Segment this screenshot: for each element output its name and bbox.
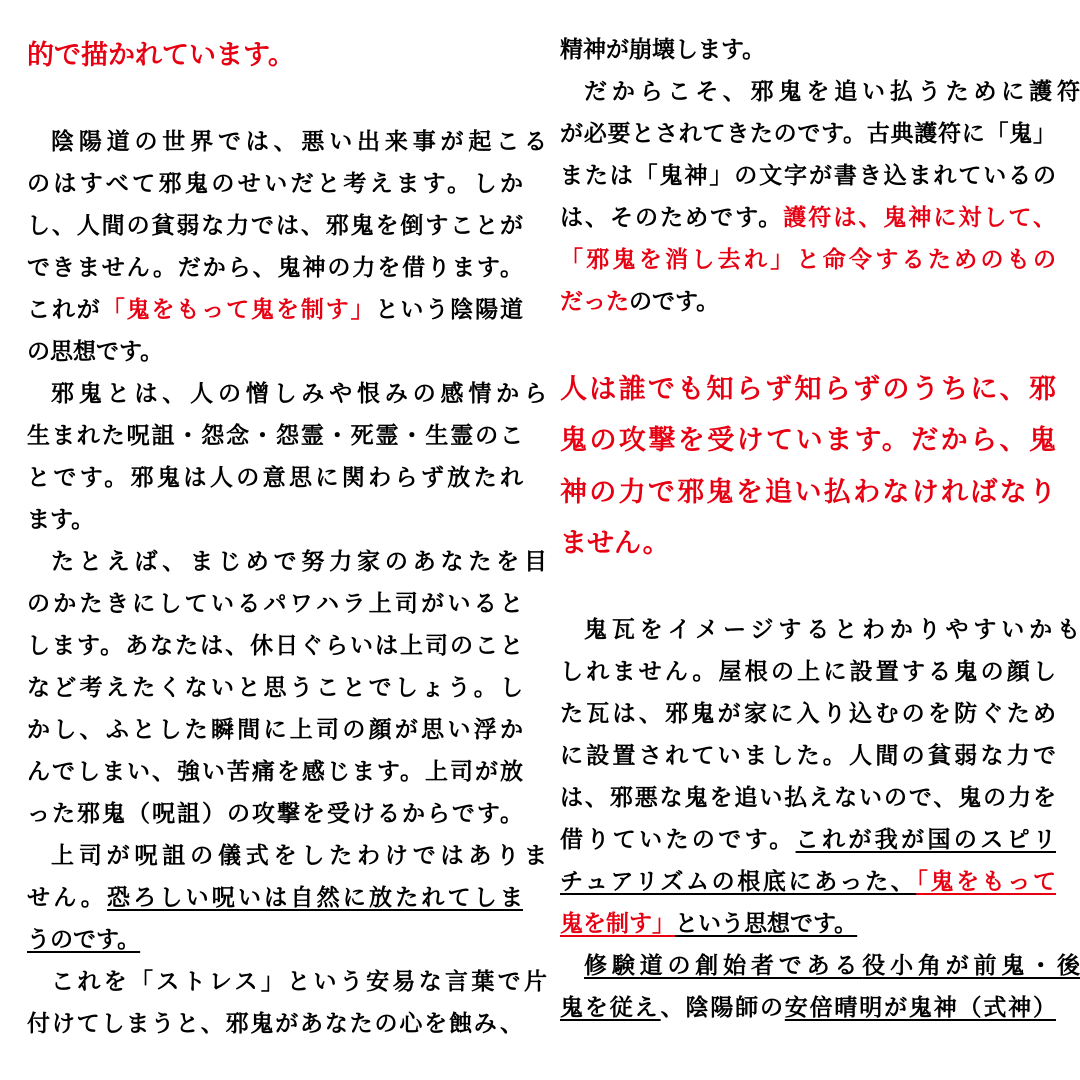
text-line: 付けてしまうと、邪鬼があなたの心を蝕み、: [27, 1011, 523, 1037]
text-line: [560, 952, 1080, 980]
left-heading: 的で描かれています。: [27, 40, 295, 71]
text-line: 生まれた呪詛・怨念・怨霊・死霊・生霊のこ: [27, 423, 523, 449]
text-line: [560, 204, 1056, 232]
text-run: せん。: [27, 885, 107, 911]
text-line: 鬼瓦をイメージするとわかりやすいかも: [584, 617, 1080, 643]
highlight-underlined-text: 鬼を制す」: [560, 911, 675, 937]
text-line: しれません。屋根の上に設置する鬼の顔し: [560, 659, 1056, 685]
highlight-underlined-text: 「鬼をもって: [916, 869, 1057, 895]
text-line: た瓦は、邪鬼が家に入り込むのを防ぐため: [560, 701, 1056, 727]
underlined-text: うのです。: [27, 927, 141, 953]
callout-line: 神の力で邪鬼を追い払わなければなり: [560, 477, 1056, 508]
underlined-text: 安倍晴明が鬼神（式神）: [784, 995, 1056, 1021]
underlined-text: 修験道の創始者である: [584, 953, 863, 979]
text-line: んでしまい、強い苦痛を感じます。上司が放: [27, 759, 523, 785]
highlight-text: だった: [560, 289, 629, 315]
underlined-text: チュアリズムの根底にあった、: [560, 869, 917, 895]
text-run: 借りていたのです。: [560, 827, 796, 853]
text-line: ます。: [27, 507, 95, 533]
text-line: の思想です。: [27, 339, 164, 365]
text-line: 邪鬼とは、人の憎しみや恨みの感情から: [51, 381, 547, 407]
text-line: できません。だから、鬼神の力を借ります。: [27, 255, 523, 281]
text-line: [560, 826, 1056, 854]
underlined-text: これが我が国のスピリ: [795, 827, 1056, 853]
text-line: 精神が崩壊します。: [560, 37, 766, 63]
callout-line: ません。: [560, 528, 670, 559]
text-line: [560, 288, 719, 316]
text-line: に設置されていました。人間の貧弱な力で: [560, 743, 1056, 769]
text-line: [27, 926, 140, 954]
text-line: [27, 884, 523, 912]
text-line: だからこそ、邪鬼を追い払うために護符: [584, 79, 1080, 105]
underlined-text: 鬼を従え: [560, 995, 661, 1021]
text-line: った邪鬼（呪詛）の攻撃を受けるからです。: [27, 801, 523, 827]
callout-line: 人は誰でも知らず知らずのうちに、邪: [560, 374, 1056, 405]
callout-line: 鬼の攻撃を受けています。だから、鬼: [560, 425, 1056, 456]
text-line: 上司が呪詛の儀式をしたわけではありま: [51, 843, 547, 869]
text-line: たとえば、まじめで努力家のあなたを目: [51, 549, 547, 575]
text-line: または「鬼神」の文字が書き込まれているの: [560, 163, 1056, 189]
text-line: とです。邪鬼は人の意思に関わらず放たれ: [27, 465, 523, 491]
underlined-text: という思想です。: [675, 911, 858, 937]
text-line: など考えたくないと思うことでしょう。し: [27, 675, 523, 701]
underlined-text: 恐ろしい呪いは自然に放たれてしま: [106, 885, 523, 911]
highlight-line: 「邪鬼を消し去れ」と命令するためのもの: [560, 247, 1056, 273]
text-line: かし、ふとした瞬間に上司の顔が思い浮か: [27, 717, 523, 743]
text-line: [27, 296, 523, 324]
text-run: のです。: [629, 289, 720, 315]
highlight-text: 護符は、鬼神に対して、: [783, 205, 1056, 231]
text-run: という陰陽道: [375, 297, 524, 323]
text-line: これを「ストレス」という安易な言葉で片: [51, 969, 547, 995]
text-line: は、邪悪な鬼を追い払えないので、鬼の力を: [560, 785, 1056, 811]
text-line: します。あなたは、休日ぐらいは上司のこと: [27, 633, 523, 659]
text-line: のかたきにしているパワハラ上司がいると: [27, 591, 523, 617]
text-run: これが: [27, 297, 102, 323]
text-line: 陰陽道の世界では、悪い出来事が起こる: [51, 129, 547, 155]
text-run: は、そのためです。: [560, 205, 784, 231]
text-line: [560, 910, 857, 938]
text-line: [560, 868, 1056, 896]
text-line: [560, 994, 1056, 1022]
text-line: し、人間の貧弱な力では、邪鬼を倒すことが: [27, 213, 523, 239]
text-run: 、陰陽師の: [660, 995, 785, 1021]
underlined-text: 役小角が前鬼・後: [862, 953, 1080, 979]
highlight-text: 「鬼をもって鬼を制す」: [101, 297, 376, 323]
text-line: が必要とされてきたのです。古典護符に「鬼」: [560, 121, 1056, 147]
text-line: のはすべて邪鬼のせいだと考えます。しか: [27, 171, 523, 197]
